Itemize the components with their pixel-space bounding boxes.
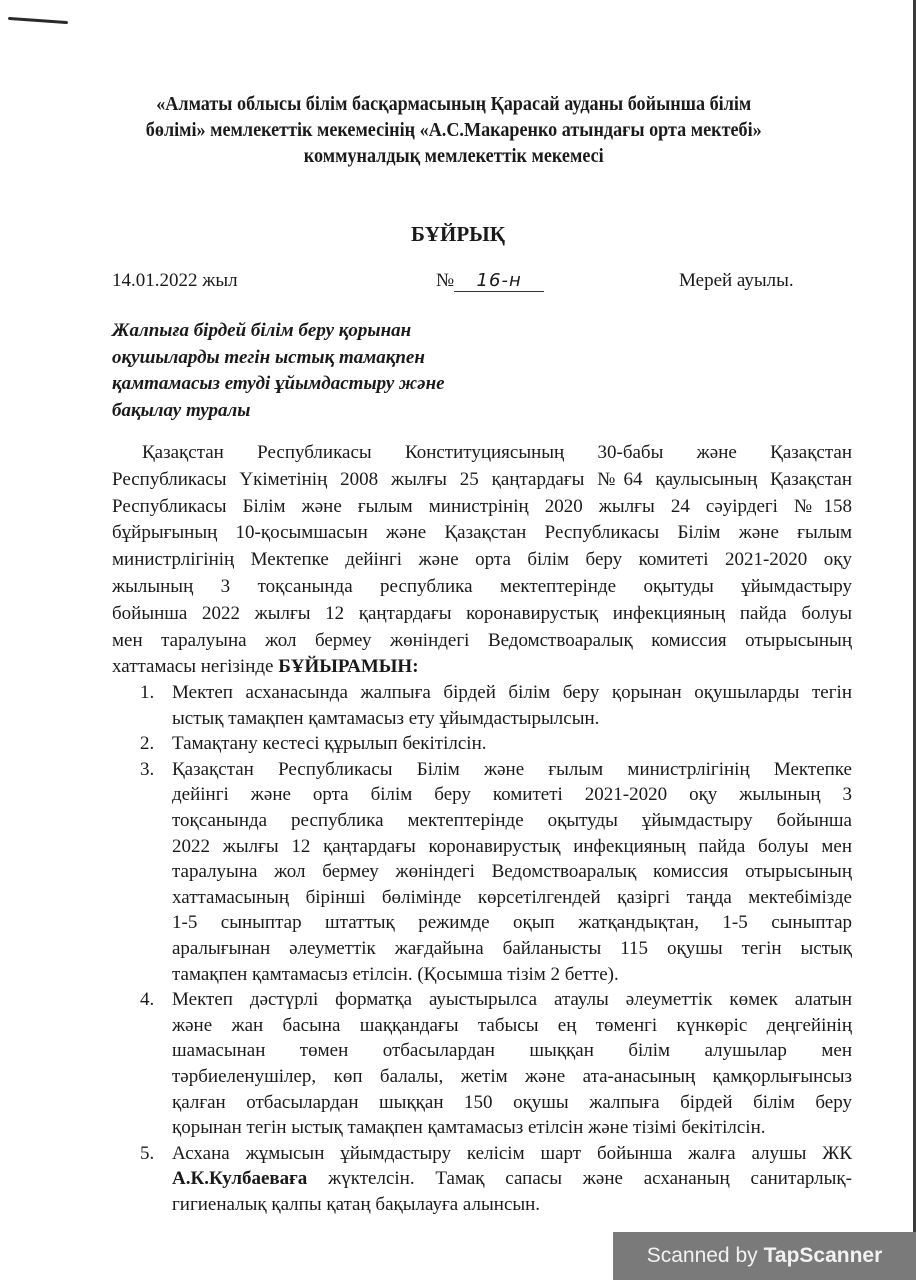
order-line: гигиеналық қалпы қатаң бақылауға алынсын.	[172, 1193, 541, 1215]
header-line: «Алматы облысы білім басқармасының Қарасай ауданы бойынша білім	[156, 94, 752, 115]
order-place: Мерей ауылы.	[679, 270, 794, 291]
scan-corner-mark	[8, 17, 68, 24]
order-line: тамақпен қамтамасыз етілсін. (Қосымша тізім 2 бетте).	[172, 963, 619, 985]
order-number-label: 5.	[140, 1142, 155, 1164]
preamble-line	[112, 654, 852, 681]
preamble-line: Республикасы Үкіметінің 2008 жылғы 25 қаңтардағы №64 қаулысының Қазақстан	[112, 468, 852, 490]
order-line: қорынан тегін ыстық тамақпен қамтамасыз етілсін және тізімі бекітілсін.	[172, 1117, 766, 1139]
contractor-name: А.К.Кулбаеваға	[172, 1168, 308, 1190]
order-line: дейінгі және орта білім беру комитеті 2021-2020 оқу жылының 3	[172, 784, 852, 806]
order-line: және жан басына шаққандағы табысы ең төменгі күнкөріс деңгейінің	[172, 1014, 852, 1036]
order-line: ыстық тамақпен қамтамасыз ету ұйымдастырылсын.	[172, 707, 600, 729]
order-date: 14.01.2022 жыл	[112, 270, 238, 291]
order-item-3	[140, 757, 852, 987]
handwritten-number: 16-н	[454, 270, 544, 292]
institution-header	[105, 92, 803, 170]
preamble-text: хаттамасы негізінде	[112, 656, 279, 678]
order-line: қалған отбасылардан шыққан 150 оқушы жалпыға бірдей білім беру	[172, 1091, 852, 1113]
order-line: Тамақтану кестесі құрылып бекітілсін.	[172, 733, 487, 755]
order-line: тәрбиеленушілер, көп балалы, жетім және ата-анасының қамқорлығынсыз	[172, 1065, 852, 1087]
order-number-label: 4.	[140, 989, 155, 1011]
order-line: шамасынан төмен отбасылардан шыққан білім алушылар мен	[172, 1040, 852, 1062]
order-line: Қазақстан Республикасы Білім және ғылым министрлігінің Мектепке	[172, 758, 852, 780]
order-line: Мектеп дәстүрлі форматқа ауыстырылса атаулы әлеуметтік көмек алатын	[172, 989, 852, 1011]
header-line: бөлімі» мемлекеттік мекемесінің «А.С.Макаренко атындағы орта мектебі»	[145, 120, 762, 141]
preamble-line: Қазақстан Республикасы Конституциясының 30-бабы және Қазақстан	[142, 442, 852, 463]
order-text: жүктелсін. Тамақ сапасы және асхананың санитарлық-	[307, 1168, 852, 1190]
order-subject	[112, 318, 512, 424]
order-line: хаттамасының бірінші бөлімінде көрсетілгендей қазіргі таңда мектебімізде	[172, 886, 852, 908]
preamble-line: министрлігінің Мектепке дейінгі және орта білім беру комитеті 2021-2020 оқу	[112, 549, 852, 571]
scanner-watermark	[613, 1232, 916, 1280]
number-sign: №	[436, 270, 455, 291]
document-title: БҰЙРЫҚ	[410, 222, 506, 246]
order-item-2	[140, 731, 852, 757]
order-list	[140, 680, 852, 1217]
order-number-label: 2.	[140, 733, 155, 755]
order-line: аралығынан әлеуметтік жағдайына байланысты 115 оқушы тегін ыстық	[172, 937, 852, 959]
header-line: коммуналдық мемлекеттік мекемесі	[303, 146, 604, 167]
order-number-label: 3.	[140, 758, 155, 780]
preamble-line: бұйрығының 10-қосымшасын және Қазақстан Республикасы Білім және ғылым	[112, 522, 852, 544]
preamble-line: бойынша 2022 жылғы 12 қаңтардағы коронавирустық инфекцияның пайда болуы	[112, 602, 852, 624]
order-number-label: 1.	[140, 682, 155, 703]
subject-line: оқушыларды тегін ыстық тамақпен	[112, 346, 425, 368]
order-item-4	[140, 987, 852, 1141]
order-line: 2022 жылғы 12 қаңтардағы коронавирустық инфекцияның пайда болуы мен	[172, 835, 852, 857]
watermark-prefix: Scanned by	[646, 1244, 758, 1267]
order-item-5	[140, 1141, 852, 1218]
order-item-1	[140, 680, 852, 731]
preamble-line: мен таралуына жол бермеу жөніндегі Ведомствоаралық комиссия отырысының	[112, 629, 852, 651]
subject-line: бақылау туралы	[112, 399, 251, 421]
order-line: Мектеп асханасында жалпыға бірдей білім беру қорынан оқушыларды тегін	[172, 682, 852, 703]
order-line	[172, 1166, 852, 1192]
subject-line: Жалпыға бірдей білім беру қорынан	[112, 320, 412, 341]
preamble-line: жылының 3 тоқсанында республика мектептерінде оқытуды ұйымдастыру	[112, 575, 852, 597]
order-line: Асхана жұмысын ұйымдастыру келісім шарт бойынша жалға алушы ЖК	[172, 1142, 852, 1164]
order-line: 1-5 сыныптар штаттық режимде оқып жатқандықтан, 1-5 сыныптар	[172, 912, 852, 934]
order-line: таралуына жол бермеу жөніндегі Ведомствоаралық комиссия отырысының	[172, 861, 852, 883]
preamble-line: Республикасы Білім және ғылым министрінің 2020 жылғы 24 сәуірдегі №158	[112, 495, 852, 517]
watermark-brand: TapScanner	[763, 1244, 883, 1267]
preamble-paragraph	[112, 440, 852, 681]
order-number	[436, 270, 544, 292]
subject-line: қамтамасыз етуді ұйымдастыру және	[112, 373, 445, 394]
order-line: тоқсанында республика мектептерінде оқытуды ұйымдастыру бойынша	[172, 809, 852, 831]
order-keyword: БҰЙЫРАМЫН:	[278, 656, 419, 678]
